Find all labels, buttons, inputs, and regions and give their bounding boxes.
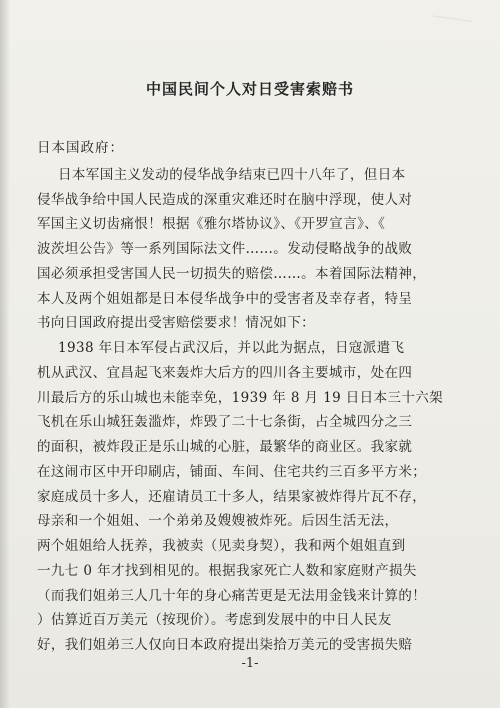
body-line: 军国主义切齿痛恨！根据《雅尔塔协议》、《开罗宣言》、《: [37, 216, 386, 232]
body-line: 本人及两个姐姐都是日本侵华战争中的受害者及幸存者，特呈: [37, 291, 413, 307]
page-number: -1-: [241, 656, 259, 671]
body-line: 母亲和一个姐姐、一个弟弟及嫂嫂被炸死。后因生活无法，: [37, 513, 399, 529]
body-line: 的面积，被炸段正是乐山城的心脏，最繁华的商业区。我家就: [37, 439, 413, 455]
body-line: ）估算近百万美元（按现价）。考虑到发展中的中日人民友: [37, 612, 392, 628]
document-title: 中国民间个人对日受害索赔书: [145, 80, 354, 98]
body-line: 1938 年日本军侵占武汉后，并以此为据点，日寇派遣飞: [58, 340, 405, 356]
body-line: 飞机在乐山城狂轰滥炸，炸毁了二十七条街，占全城四分之三: [37, 414, 413, 430]
body-line: 波茨坦公告》等一系列国际法文件……。发动侵略战争的战败: [37, 241, 413, 257]
body-line: 国必须承担受害国人民一切损失的赔偿……。本着国际法精神，: [37, 266, 427, 282]
body-line: 在这闹市区中开印刷店，铺面、车间、住宅共约三百多平方米；: [37, 464, 427, 480]
page-edge-shadow: [0, 0, 10, 708]
body-line: 书向日国政府提出受害赔偿要求！情况如下：: [37, 315, 315, 331]
body-line: 家庭成员十多人，还雇请员工十多人，结果家被炸得片瓦不存，: [37, 489, 427, 505]
body-line: 机从武汉、宜昌起飞来轰炸大后方的四川各主要城市，处在四: [37, 365, 413, 381]
body-line: （而我们姐弟三人几十年的身心痛苦更是无法用金钱来计算的！: [37, 588, 427, 604]
body-line: 两个姐姐给人抚养，我被卖（见卖身契），我和两个姐姐直到: [37, 538, 406, 554]
body-line: 侵华战争给中国人民造成的深重灾难还时在脑中浮现，使人对: [37, 192, 413, 208]
body-line: 川最后方的乐山城也未能幸免，1939 年 8 月 19 日日本三十六架: [37, 390, 444, 406]
body-line: 一九七 0 年才找到相见的。根据我家死亡人数和家庭财产损失: [37, 563, 417, 579]
paper-crease: [428, 15, 472, 51]
body-line: 日本军国主义发动的侵华战争结束已四十八年了，但日本: [58, 167, 406, 183]
body-line: 好，我们姐弟三人仅向日本政府提出柒拾万美元的受害损失赔: [37, 637, 413, 653]
salutation: 日本国政府：: [37, 140, 124, 156]
